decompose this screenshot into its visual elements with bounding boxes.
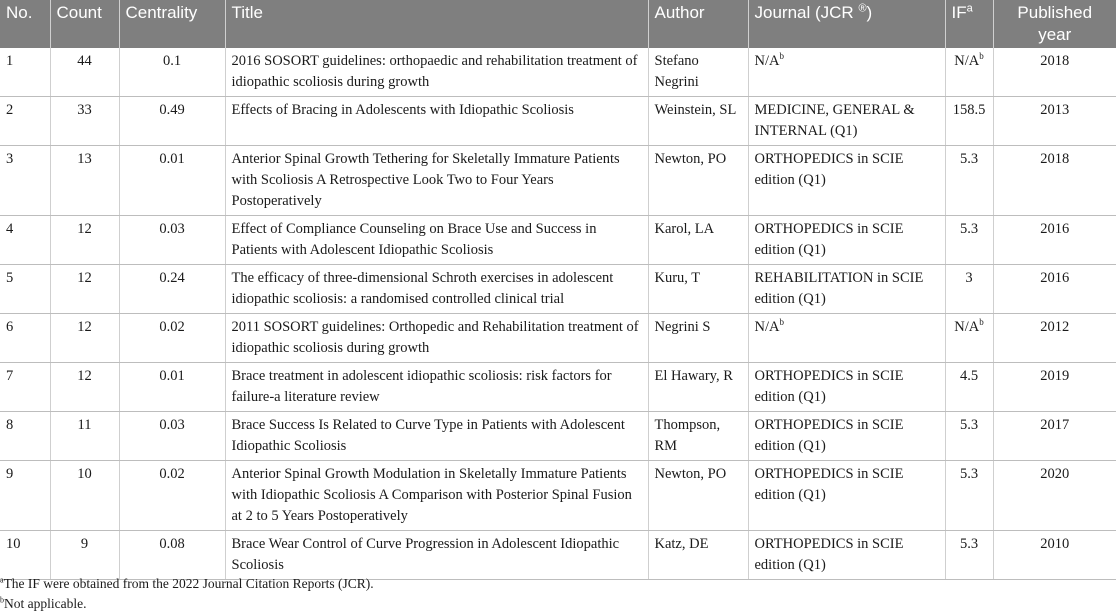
cell-author <box>648 216 748 265</box>
cell-author-text: Newton, PO <box>654 151 727 167</box>
header-journal <box>748 0 945 48</box>
cell-journal-text: ORTHOPEDICS in SCIE edition (Q1) <box>754 221 904 258</box>
cell-title <box>225 531 648 580</box>
footnote-b-text: Not applicable. <box>4 596 87 611</box>
cell-title-text: Effect of Compliance Counseling on Brace Use and Success in Patients with Adolescent Idiopathic Scoliosis <box>231 221 597 258</box>
cell-centrality <box>119 461 225 531</box>
cell-year-text: 2012 <box>1040 319 1070 335</box>
cell-title <box>225 48 648 97</box>
cell-if <box>945 461 993 531</box>
table-row <box>0 363 1116 412</box>
cell-centrality-text: 0.08 <box>159 536 185 552</box>
cell-author-text: Thompson, RM <box>654 417 721 454</box>
cell-journal-footnote-mark: b <box>779 317 784 328</box>
cell-title-text: Brace Wear Control of Curve Progression in Adolescent Idiopathic Scoliosis <box>231 536 620 573</box>
cell-year <box>993 412 1116 461</box>
cell-no <box>0 48 50 97</box>
footnote-b <box>0 594 374 614</box>
cell-count <box>50 461 119 531</box>
cell-title <box>225 461 648 531</box>
cell-if <box>945 531 993 580</box>
cell-no <box>0 461 50 531</box>
cell-count-text: 33 <box>77 102 92 118</box>
cell-journal <box>748 363 945 412</box>
cell-count-text: 12 <box>77 368 92 384</box>
cell-author <box>648 412 748 461</box>
cell-if <box>945 265 993 314</box>
cell-count-text: 10 <box>77 466 92 482</box>
cell-no-text: 7 <box>6 368 14 384</box>
footnote-a <box>0 574 374 594</box>
cell-author <box>648 461 748 531</box>
cell-title-text: Effects of Bracing in Adolescents with Idiopathic Scoliosis <box>231 102 574 118</box>
cell-no <box>0 146 50 216</box>
cell-year <box>993 48 1116 97</box>
cell-year-text: 2018 <box>1040 53 1070 69</box>
cell-author <box>648 363 748 412</box>
cell-count-text: 44 <box>77 53 92 69</box>
cell-title <box>225 146 648 216</box>
cell-journal <box>748 265 945 314</box>
cell-if-text: 5.3 <box>959 536 979 552</box>
cell-centrality <box>119 265 225 314</box>
table-row <box>0 461 1116 531</box>
cell-title-text: 2016 SOSORT guidelines: orthopaedic and rehabilitation treatment of idiopathic scoliosis during growth <box>231 53 638 90</box>
cell-title <box>225 97 648 146</box>
cell-centrality <box>119 363 225 412</box>
cell-no-text: 2 <box>6 102 14 118</box>
cell-centrality-text: 0.03 <box>159 221 185 237</box>
footnote-b-mark: b <box>0 595 4 605</box>
cell-year <box>993 97 1116 146</box>
cell-no-text: 1 <box>6 53 14 69</box>
cell-title <box>225 216 648 265</box>
header-no: No. <box>0 0 50 48</box>
header-title: Title <box>225 0 648 48</box>
header-journal-close: ) <box>866 3 873 22</box>
footnote-a-mark: a <box>0 575 4 585</box>
cell-title <box>225 412 648 461</box>
cell-no <box>0 216 50 265</box>
cell-journal <box>748 461 945 531</box>
cell-count <box>50 363 119 412</box>
header-if-text: IF <box>951 3 967 22</box>
cell-count <box>50 146 119 216</box>
cell-journal <box>748 314 945 363</box>
cell-if-text: 5.3 <box>959 466 979 482</box>
cell-no-text: 6 <box>6 319 14 335</box>
cell-year-text: 2019 <box>1040 368 1070 384</box>
cell-no <box>0 265 50 314</box>
cell-journal <box>748 216 945 265</box>
cell-title-text: The efficacy of three-dimensional Schroth exercises in adolescent idiopathic scoliosis: a randomised controlled clinical trial <box>231 270 614 307</box>
cell-journal <box>748 97 945 146</box>
cell-if-text: N/A <box>954 319 980 335</box>
cell-year <box>993 461 1116 531</box>
cell-if-text: 5.3 <box>959 417 979 433</box>
cell-author-text: Katz, DE <box>654 536 709 552</box>
cell-count <box>50 314 119 363</box>
cell-year <box>993 265 1116 314</box>
cell-count-text: 12 <box>77 221 92 237</box>
cell-author-text: Newton, PO <box>654 466 727 482</box>
header-journal-text: Journal (JCR <box>754 3 854 22</box>
header-if-footnote-mark: a <box>966 2 973 15</box>
cell-year-text: 2017 <box>1040 417 1070 433</box>
cell-no-text: 5 <box>6 270 14 286</box>
table-row <box>0 265 1116 314</box>
cell-no-text: 4 <box>6 221 14 237</box>
cell-journal-text: ORTHOPEDICS in SCIE edition (Q1) <box>754 417 904 454</box>
cell-year <box>993 216 1116 265</box>
registered-mark: ® <box>858 2 867 15</box>
cell-if-text: 158.5 <box>952 102 986 118</box>
cell-centrality <box>119 97 225 146</box>
cell-if-text: 5.3 <box>959 151 979 167</box>
table-row <box>0 412 1116 461</box>
cell-if-text: 5.3 <box>959 221 979 237</box>
cell-centrality-text: 0.02 <box>159 466 185 482</box>
cell-journal-text: MEDICINE, GENERAL & INTERNAL (Q1) <box>754 102 915 139</box>
cell-title-text: Brace Success Is Related to Curve Type in Patients with Adolescent Idiopathic Scoliosis <box>231 417 625 454</box>
cell-if-footnote-mark: b <box>979 51 984 62</box>
cell-count <box>50 48 119 97</box>
cell-year <box>993 363 1116 412</box>
cell-author <box>648 48 748 97</box>
cell-centrality-text: 0.02 <box>159 319 185 335</box>
cell-centrality <box>119 216 225 265</box>
cell-title-text: Anterior Spinal Growth Tethering for Skeletally Immature Patients with Scoliosis A Retrospective Look Two to Four Years Postoperatively <box>231 151 620 209</box>
cell-author-text: Kuru, T <box>654 270 701 286</box>
cell-author-text: Stefano Negrini <box>654 53 699 90</box>
cell-if <box>945 314 993 363</box>
cell-author <box>648 265 748 314</box>
cell-year-text: 2010 <box>1040 536 1070 552</box>
cell-if <box>945 146 993 216</box>
cell-title <box>225 363 648 412</box>
table-row <box>0 48 1116 97</box>
cell-journal-text: ORTHOPEDICS in SCIE edition (Q1) <box>754 368 904 405</box>
cell-if-footnote-mark: b <box>979 317 984 328</box>
cell-centrality <box>119 146 225 216</box>
cell-title <box>225 265 648 314</box>
table-body <box>0 48 1116 580</box>
cell-journal-text: N/A <box>754 319 780 335</box>
table-row <box>0 216 1116 265</box>
cell-count-text: 12 <box>77 319 92 335</box>
cell-centrality-text: 0.03 <box>159 417 185 433</box>
cell-centrality-text: 0.24 <box>159 270 185 286</box>
cell-year-text: 2016 <box>1040 221 1070 237</box>
cell-author <box>648 314 748 363</box>
cell-no-text: 8 <box>6 417 14 433</box>
cell-author <box>648 97 748 146</box>
cell-no <box>0 363 50 412</box>
cell-centrality-text: 0.49 <box>159 102 185 118</box>
table-row <box>0 97 1116 146</box>
cell-if <box>945 97 993 146</box>
cell-if-text: N/A <box>954 53 980 69</box>
table-row <box>0 146 1116 216</box>
cell-centrality <box>119 531 225 580</box>
cell-if <box>945 216 993 265</box>
cell-centrality-text: 0.01 <box>159 151 185 167</box>
cell-no <box>0 314 50 363</box>
cell-centrality <box>119 314 225 363</box>
cell-if-text: 4.5 <box>959 368 979 384</box>
cell-no <box>0 412 50 461</box>
cell-journal <box>748 531 945 580</box>
cell-centrality <box>119 48 225 97</box>
cell-journal-text: REHABILITATION in SCIE edition (Q1) <box>754 270 924 307</box>
cell-if <box>945 412 993 461</box>
cell-title <box>225 314 648 363</box>
footnotes <box>0 574 374 614</box>
cell-count <box>50 412 119 461</box>
cell-count <box>50 531 119 580</box>
cell-author-text: El Hawary, R <box>654 368 733 384</box>
cell-year <box>993 146 1116 216</box>
cell-journal-footnote-mark: b <box>779 51 784 62</box>
cell-author-text: Karol, LA <box>654 221 715 237</box>
cell-year-text: 2013 <box>1040 102 1070 118</box>
cell-title-text: Anterior Spinal Growth Modulation in Skeletally Immature Patients with Idiopathic Scoliosis A Comparison with Posterior Spinal Fusion at 2 to 5 Years Postoperatively <box>231 466 632 524</box>
header-centrality: Centrality <box>119 0 225 48</box>
table-row <box>0 314 1116 363</box>
cell-journal-text: N/A <box>754 53 780 69</box>
cell-count <box>50 265 119 314</box>
cell-journal-text: ORTHOPEDICS in SCIE edition (Q1) <box>754 536 904 573</box>
cell-if <box>945 48 993 97</box>
header-year: Published year <box>993 0 1116 48</box>
cell-count-text: 9 <box>80 536 89 552</box>
cell-title-text: 2011 SOSORT guidelines: Orthopedic and Rehabilitation treatment of idiopathic scoliosis during growth <box>231 319 639 356</box>
cell-journal-text: ORTHOPEDICS in SCIE edition (Q1) <box>754 466 904 503</box>
cell-author-text: Negrini S <box>654 319 711 335</box>
header-if <box>945 0 993 48</box>
cell-year-text: 2018 <box>1040 151 1070 167</box>
cell-centrality <box>119 412 225 461</box>
cell-if <box>945 363 993 412</box>
cell-journal <box>748 48 945 97</box>
cell-author <box>648 531 748 580</box>
cell-count <box>50 216 119 265</box>
cell-centrality-text: 0.1 <box>162 53 182 69</box>
cell-journal <box>748 412 945 461</box>
table-header <box>0 0 1116 48</box>
cell-year-text: 2020 <box>1040 466 1070 482</box>
table-row <box>0 531 1116 580</box>
cell-year <box>993 314 1116 363</box>
footnote-a-text: The IF were obtained from the 2022 Journal Citation Reports (JCR). <box>3 576 374 591</box>
cell-no <box>0 97 50 146</box>
header-count: Count <box>50 0 119 48</box>
cell-title-text: Brace treatment in adolescent idiopathic scoliosis: risk factors for failure-a literature review <box>231 368 612 405</box>
cell-author-text: Weinstein, SL <box>654 102 737 118</box>
cell-count-text: 13 <box>77 151 92 167</box>
cell-count-text: 12 <box>77 270 92 286</box>
cell-no-text: 9 <box>6 466 14 482</box>
cell-centrality-text: 0.01 <box>159 368 185 384</box>
cell-if-text: 3 <box>965 270 973 286</box>
cell-no-text: 10 <box>6 536 21 552</box>
cell-count-text: 11 <box>77 417 92 433</box>
cell-no <box>0 531 50 580</box>
cell-journal <box>748 146 945 216</box>
cell-no-text: 3 <box>6 151 14 167</box>
cell-year-text: 2016 <box>1040 270 1070 286</box>
cell-count <box>50 97 119 146</box>
cell-journal-text: ORTHOPEDICS in SCIE edition (Q1) <box>754 151 904 188</box>
cell-year <box>993 531 1116 580</box>
cell-author <box>648 146 748 216</box>
header-author: Author <box>648 0 748 48</box>
